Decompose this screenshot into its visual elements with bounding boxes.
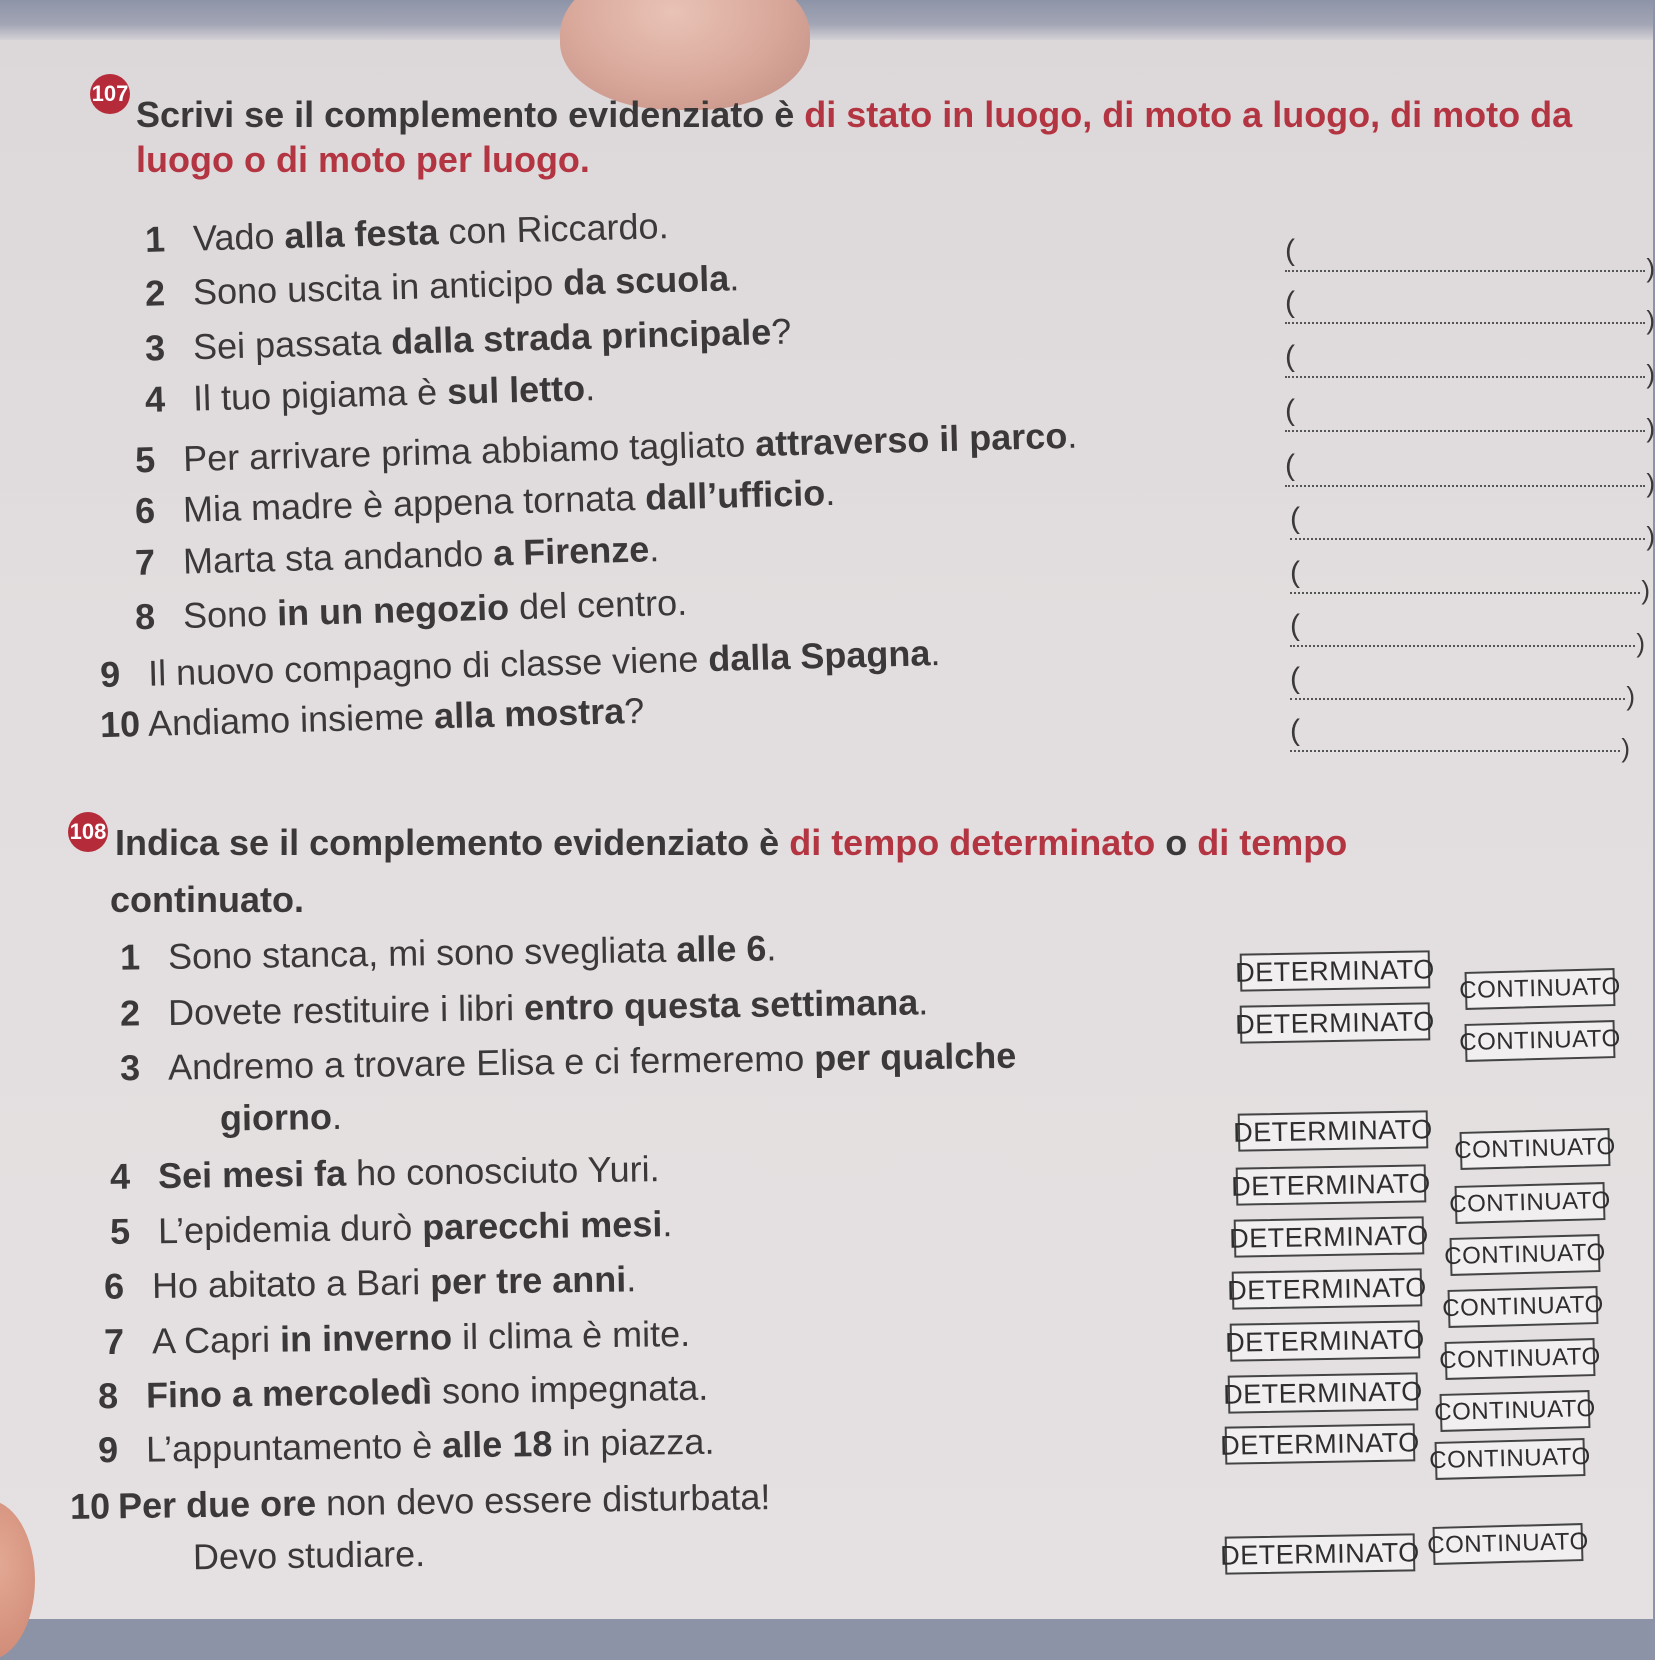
item-text: il clima è mite. [451,1312,691,1358]
indent [145,1569,193,1570]
exercise-108-instruction-cont: continuato. [110,879,304,920]
item-text: Marta sta andando [182,532,494,582]
exercise-108-item [97,1420,715,1471]
item-text: . [824,471,836,514]
option-continuato-button[interactable]: CONTINUATO [1455,1182,1606,1224]
item-number: 1 [119,936,141,978]
open-paren: ( [1285,449,1295,482]
item-text: Sono stanca, mi sono svegliata [167,928,677,977]
option-continuato-button[interactable]: CONTINUATO [1433,1523,1584,1565]
item-text: Dovete restituire i libri [167,987,525,1033]
item-highlight: per qualche [813,1034,1017,1079]
exercise-108-item [119,981,929,1034]
exercise-108-instruction [115,820,1615,865]
item-number: 6 [134,489,156,532]
item-text: ? [623,689,645,732]
item-text: . [1066,414,1078,456]
item-highlight: alla festa [283,211,440,257]
option-continuato-button[interactable]: CONTINUATO [1450,1234,1601,1276]
instruction-highlight: di tempo determinato [789,822,1156,863]
item-text: . [625,1258,637,1300]
close-paren: ) [1646,359,1655,389]
item-highlight: in un negozio [276,586,510,634]
exercise-108-item [69,1476,771,1527]
open-paren: ( [1290,556,1300,589]
exercise-108-item [172,1095,343,1139]
item-number: 1 [144,218,166,260]
item-highlight: dall’ufficio [644,472,826,518]
option-continuato-button[interactable]: CONTINUATO [1445,1338,1596,1380]
option-determinato-button[interactable]: DETERMINATO [1240,950,1431,991]
item-highlight: a Firenze [492,528,650,574]
exercise-108-item [97,1366,709,1417]
item-text: Andremo a trovare Elisa e ci fermeremo [167,1037,815,1088]
answer-blank[interactable] [1290,662,1635,711]
item-number: 3 [119,1046,141,1089]
item-text: con Riccardo. [437,205,670,253]
item-number: 5 [109,1210,131,1252]
item-text: non devo essere disturbata! [315,1476,771,1524]
answer-blank[interactable] [1285,394,1655,443]
item-text: . [662,1203,673,1245]
item-text: Per arrivare prima abbiamo tagliato [182,423,756,480]
open-paren: ( [1290,502,1300,535]
item-text: L’appuntamento è [145,1424,443,1470]
exercise-108-item [119,1034,1017,1089]
instruction-highlight: di stato in luogo, di moto a luogo, di moto da luogo o di moto per luogo. [136,94,1573,180]
item-text: . [728,257,740,299]
exercise-108-item [145,1533,426,1578]
item-text: Mia madre è appena tornata [182,476,646,530]
open-paren: ( [1285,340,1295,373]
item-text: Sei passata [192,321,392,368]
exercise-107-item [134,414,1078,481]
option-determinato-button[interactable]: DETERMINATO [1238,1110,1429,1151]
close-paren: ) [1646,253,1655,283]
item-number: 3 [144,326,166,369]
item-number: 7 [103,1320,125,1363]
exercise-107-item [134,581,688,638]
item-number: 10 [69,1485,111,1527]
option-determinato-button[interactable]: DETERMINATO [1230,1320,1421,1361]
exercise-107-item [144,310,792,369]
item-highlight: alle 6 [675,927,767,970]
close-paren: ) [1646,468,1655,498]
item-highlight: attraverso il parco [754,414,1068,465]
open-paren: ( [1290,714,1300,747]
answer-blank[interactable] [1285,449,1655,498]
answer-blank[interactable] [1290,556,1650,605]
option-continuato-button[interactable]: CONTINUATO [1448,1286,1599,1328]
item-text: . [929,632,941,674]
item-text: . [917,981,929,1023]
item-text: in piazza. [552,1420,715,1464]
exercise-107-badge: 107 [90,74,130,114]
answer-blank[interactable] [1285,286,1655,335]
exercise-108-item [103,1312,691,1363]
answer-blank[interactable] [1290,609,1645,658]
item-highlight: Sei mesi fa [157,1152,347,1197]
item-number: 9 [99,653,121,695]
item-text: Ho abitato a Bari [151,1261,431,1307]
option-continuato-button[interactable]: CONTINUATO [1465,968,1616,1010]
close-paren: ) [1636,628,1645,658]
exercise-108-item [103,1258,637,1307]
background-top [0,0,1653,40]
option-continuato-button[interactable]: CONTINUATO [1435,1438,1586,1480]
open-paren: ( [1290,609,1300,642]
exercise-107-item [99,689,645,746]
instruction-text: Indica se il complemento evidenziato è [115,822,790,863]
item-text: A Capri [151,1318,281,1362]
exercise-108-item [109,1148,660,1197]
exercise-108-badge: 108 [68,812,108,852]
item-number: 6 [103,1265,125,1307]
option-determinato-button[interactable]: DETERMINATO [1225,1533,1416,1574]
item-number: 7 [134,541,156,583]
item-number: 9 [97,1429,119,1471]
close-paren: ) [1621,733,1630,763]
item-highlight: parecchi mesi [421,1203,663,1248]
item-number: 10 [99,703,141,746]
item-number: 2 [144,272,166,314]
item-highlight: Fino a mercoledì [145,1370,433,1416]
exercise-107-instruction [136,92,1606,182]
item-text: ho conosciuto Yuri. [345,1148,660,1194]
option-continuato-button[interactable]: CONTINUATO [1460,1128,1611,1170]
answer-blank[interactable] [1285,340,1655,389]
indent [172,1131,220,1132]
item-number: 4 [144,378,166,420]
answer-blank[interactable] [1285,234,1655,283]
item-highlight: per tre anni [429,1258,627,1303]
exercise-107-item [144,367,596,420]
item-highlight: entro questa settimana [523,981,919,1028]
exercise-107-item [144,257,740,314]
close-paren: ) [1646,521,1655,551]
item-text: . [584,367,596,409]
item-number: 5 [134,438,156,481]
item-text: Vado [192,215,285,259]
item-text: Il nuovo compagno di classe viene [147,638,709,694]
item-number: 2 [119,992,141,1034]
open-paren: ( [1290,662,1300,695]
item-number: 8 [134,595,156,638]
exercise-107-item [144,205,670,260]
close-paren: ) [1641,575,1650,605]
item-number: 4 [109,1155,131,1197]
item-highlight: alle 18 [441,1422,553,1466]
thumb [0,1500,35,1660]
exercise-108-item [119,927,777,978]
item-highlight: sul letto [446,367,586,412]
item-highlight: dalla strada principale [390,311,772,363]
open-paren: ( [1285,394,1295,427]
item-text: . [648,528,660,570]
option-continuato-button[interactable]: CONTINUATO [1465,1020,1616,1062]
instruction-text: Scrivi se il complemento evidenziato è [136,94,805,135]
option-continuato-button[interactable]: CONTINUATO [1440,1390,1591,1432]
close-paren: ) [1646,305,1655,335]
item-text: . [331,1095,343,1137]
option-determinato-button[interactable]: DETERMINATO [1240,1002,1431,1043]
item-highlight: alla mostra [433,690,625,737]
open-paren: ( [1285,234,1295,267]
item-text: ? [770,310,792,353]
exercise-108-item [109,1203,673,1252]
item-text: Devo studiare. [192,1533,426,1578]
item-highlight: dalla Spagna [707,632,931,680]
item-text: Sono [182,592,278,636]
item-text: L’epidemia durò [157,1206,423,1252]
item-text: Il tuo pigiama è [192,370,448,419]
item-text: del centro. [508,581,688,628]
answer-blank[interactable] [1290,502,1655,551]
open-paren: ( [1285,286,1295,319]
close-paren: ) [1626,681,1635,711]
option-determinato-button[interactable]: DETERMINATO [1228,1372,1419,1413]
item-highlight: da scuola [562,257,730,303]
instruction-highlight: di tempo [1197,822,1348,863]
instruction-text: o [1155,822,1198,863]
option-determinato-button[interactable]: DETERMINATO [1225,1423,1416,1464]
exercise-107-item [134,471,836,532]
item-highlight: Per due ore [117,1482,317,1527]
item-number: 8 [97,1374,119,1417]
option-determinato-button[interactable]: DETERMINATO [1232,1268,1423,1309]
answer-blank[interactable] [1290,714,1630,763]
exercise-107-item [99,632,941,695]
item-highlight: giorno [219,1095,333,1139]
item-text: sono impegnata. [431,1366,709,1412]
option-determinato-button[interactable]: DETERMINATO [1236,1164,1427,1205]
item-text: . [766,927,777,969]
close-paren: ) [1646,413,1655,443]
option-determinato-button[interactable]: DETERMINATO [1234,1216,1425,1257]
item-highlight: in inverno [279,1316,453,1360]
item-text: Andiamo insieme [147,695,435,744]
item-text: Sono uscita in anticipo [192,261,564,313]
exercise-107-item [134,528,660,583]
